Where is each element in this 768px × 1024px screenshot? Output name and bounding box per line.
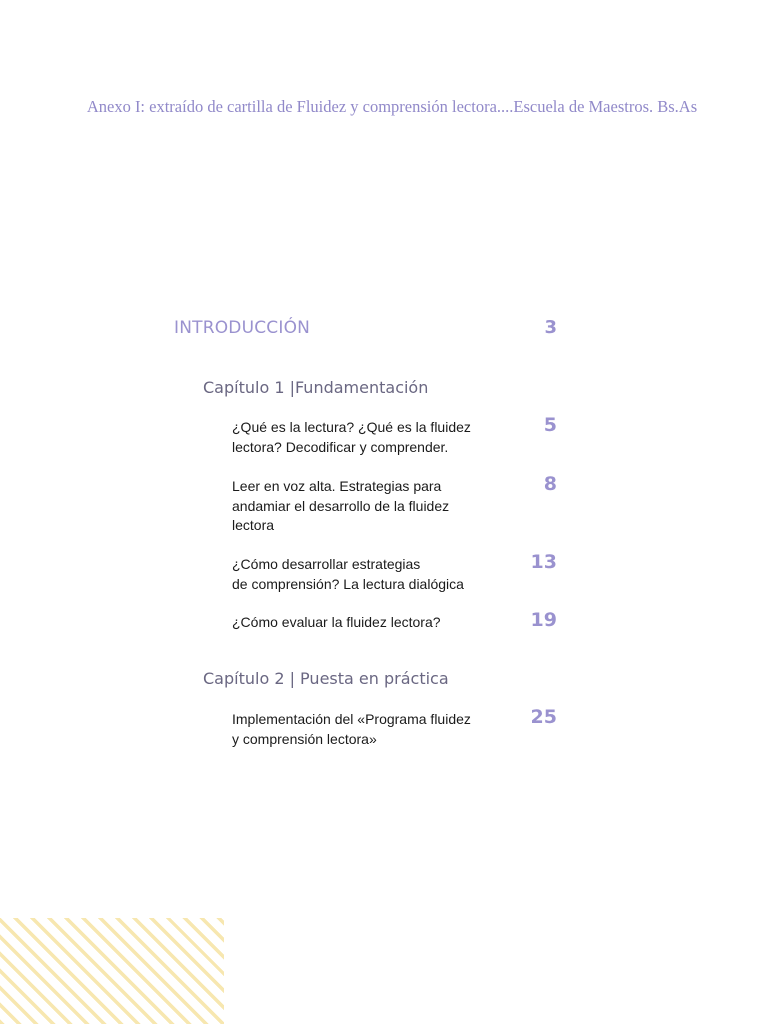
toc-entry-1 [232,418,502,457]
toc-entry-line: ¿Qué es la lectura? ¿Qué es la fluidez [232,419,471,435]
toc-introduction-page: 3 [544,317,557,338]
toc-entry-line: y comprensión lectora» [232,730,377,747]
toc-entry-3-page: 13 [530,551,557,573]
toc-entry-4-page: 19 [530,609,557,631]
toc-entry-line: de comprensión? La lectura dialógica [232,575,464,592]
chapter-2-title: Capítulo 2 | Puesta en práctica [203,669,449,688]
decorative-stripes [0,918,224,1024]
chapter-1-title: Capítulo 1 |Fundamentación [203,378,429,397]
toc-entry-4 [232,613,502,633]
toc-entry-5-page: 25 [530,706,557,728]
toc-entry-line: lectora? Decodificar y comprender. [232,438,449,455]
toc-entry-1-page: 5 [543,414,557,436]
toc-entry-line: andamiar el desarrollo de la fluidez [232,497,450,514]
toc-entry-line: ¿Cómo evaluar la fluidez lectora? [232,614,441,630]
toc-entry-line: Implementación del «Programa fluidez [232,711,471,727]
toc-entry-2-page: 8 [543,473,557,495]
toc-entry-line: ¿Cómo desarrollar estrategias [232,556,421,572]
annex-note: Anexo I: extraído de cartilla de Fluidez y comprensión lectora....Escuela de Maestros. Bs.As [86,97,698,116]
toc-entry-line: Leer en voz alta. Estrategias para [232,478,442,494]
toc-entry-2 [232,477,502,536]
toc-entry-3 [232,555,502,594]
toc-entry-line: lectora [232,517,275,533]
toc-introduction-title: INTRODUCCIÓN [174,318,311,338]
toc-entry-5 [232,710,502,749]
